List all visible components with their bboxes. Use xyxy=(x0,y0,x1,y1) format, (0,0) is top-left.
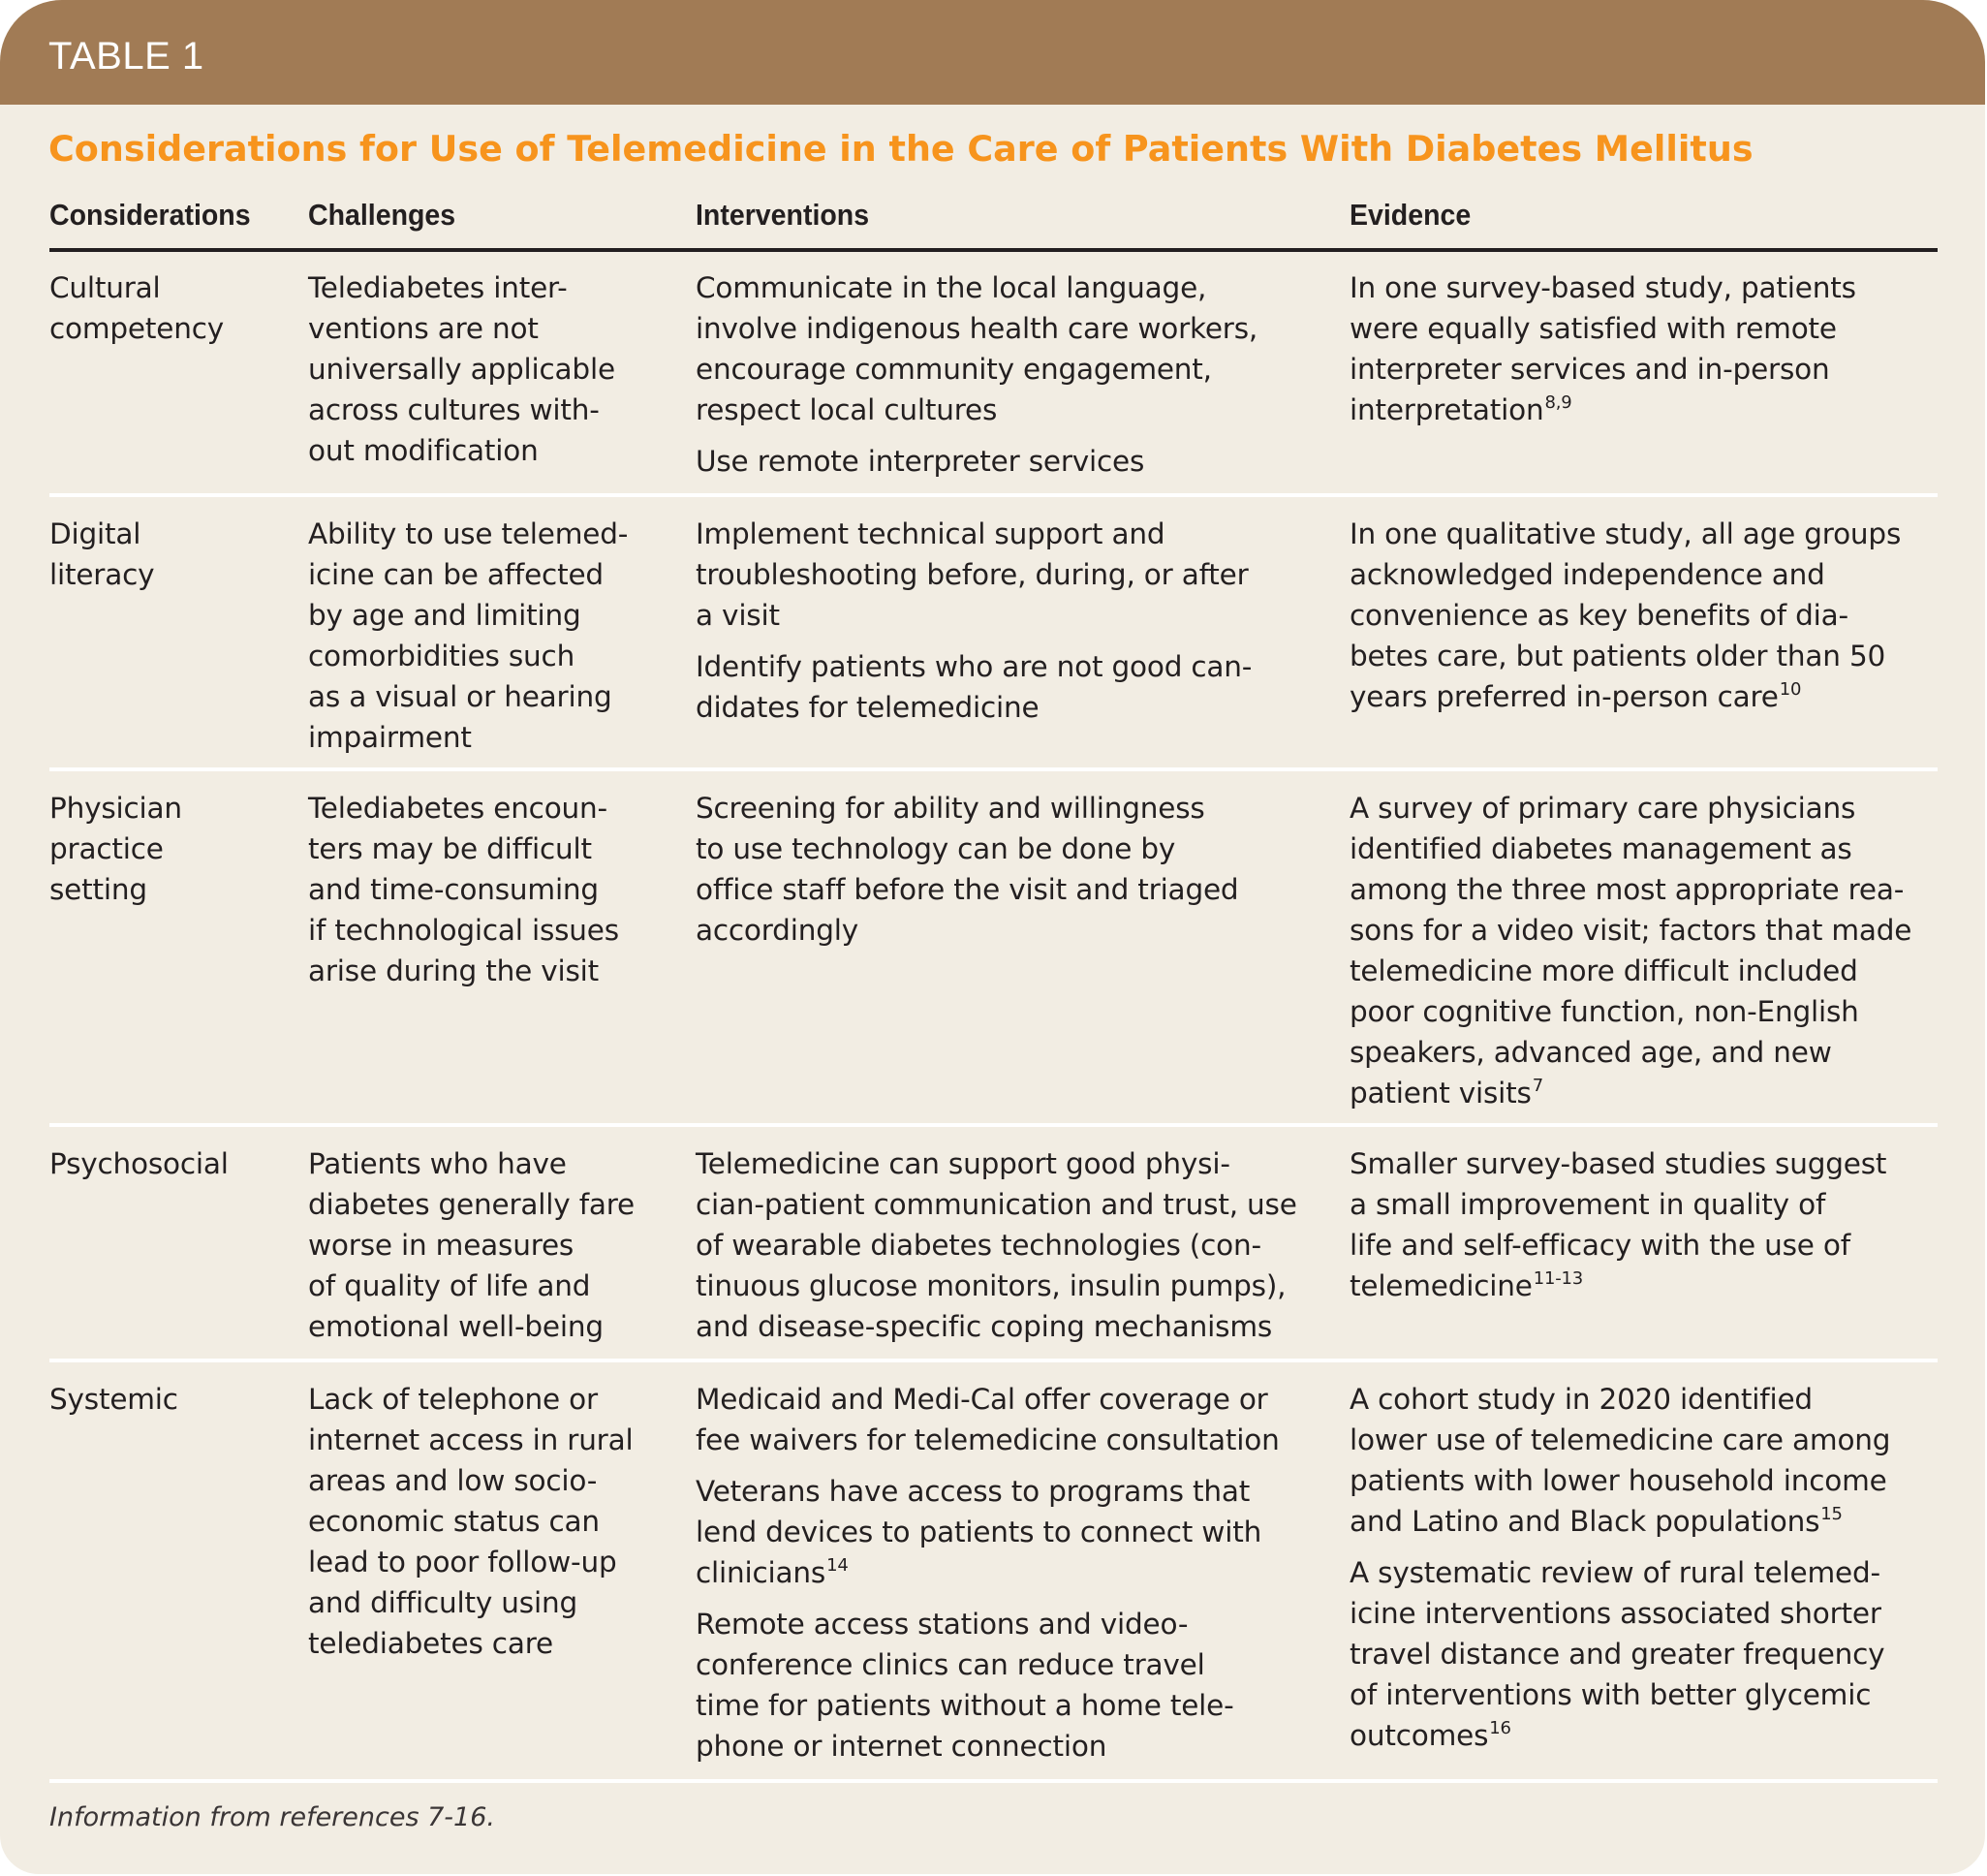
table-banner xyxy=(0,0,1985,105)
intervention-paragraph xyxy=(696,1143,1335,1347)
cell-evidence xyxy=(1350,788,1950,1113)
intervention-paragraph xyxy=(696,788,1335,951)
cell-consideration xyxy=(49,267,292,349)
challenges-text: Telediabetes inter- ventions are not universally applicable across cultures with- out modification xyxy=(308,271,615,467)
table-title: Considerations for Use of Telemedicine in the Care of Patients With Diabetes Mellitus xyxy=(48,128,1754,170)
column-header-evidence: Evidence xyxy=(1350,198,1472,232)
cell-interventions xyxy=(696,788,1335,951)
cell-evidence xyxy=(1350,1143,1950,1306)
paragraph-text: Medicaid and Medi-Cal offer coverage or fee waivers for telemedicine consultation xyxy=(696,1383,1280,1456)
cell-interventions xyxy=(696,1143,1335,1347)
cell-interventions xyxy=(696,267,1335,482)
paragraph-text: Screening for ability and willingness to use technology can be done by office staff before the visit and triaged accordingly xyxy=(696,792,1239,947)
reference-superscript: 16 xyxy=(1489,1718,1511,1738)
reference-superscript: 11-13 xyxy=(1533,1268,1584,1289)
row-divider xyxy=(49,1123,1938,1127)
cell-consideration xyxy=(49,1143,292,1184)
cell-challenges xyxy=(308,788,676,991)
cell-interventions xyxy=(696,514,1335,728)
intervention-paragraph xyxy=(696,1471,1335,1593)
paragraph-text: A survey of primary care physicians identified diabetes management as among the three most appropriate rea- sons for a video visit; factors that made telemedicine more difficult included poor cognitive function, non-English speakers, advanced age, and new patient visits xyxy=(1350,792,1912,1110)
evidence-paragraph xyxy=(1350,1143,1950,1306)
challenges-text: Ability to use telemed- icine can be affected by age and limiting comorbidities such as a visual or hearing impairment xyxy=(308,517,629,754)
consideration-text: Physician practice setting xyxy=(49,792,182,906)
reference-superscript: 7 xyxy=(1532,1076,1543,1096)
paragraph-text: In one qualitative study, all age groups acknowledged independence and convenience as key benefits of dia- betes care, but patients older than 50 years preferred in-person care xyxy=(1350,517,1902,713)
reference-superscript: 10 xyxy=(1779,679,1802,700)
row-divider xyxy=(49,1359,1938,1362)
source-footnote: Information from references 7-16. xyxy=(49,1802,495,1832)
paragraph-text: Communicate in the local language, involve indigenous health care workers, encourage community engagement, respect local cultures xyxy=(696,271,1258,426)
paragraph-text: A systematic review of rural telemed- icine interventions associated shorter travel distance and greater frequency of interventions with better glycemic outcomes xyxy=(1350,1556,1885,1752)
intervention-paragraph xyxy=(696,1604,1335,1767)
paragraph-text: In one survey-based study, patients were equally satisfied with remote interpreter services and in-person interpretation xyxy=(1350,271,1856,426)
consideration-text: Digital literacy xyxy=(49,517,155,591)
intervention-paragraph xyxy=(696,441,1335,482)
cell-challenges xyxy=(308,514,676,758)
cell-consideration xyxy=(49,1379,292,1420)
intervention-paragraph xyxy=(696,1379,1335,1460)
cell-challenges xyxy=(308,1379,676,1664)
row-divider xyxy=(49,1779,1938,1783)
consideration-text: Cultural competency xyxy=(49,271,224,345)
paragraph-text: Veterans have access to programs that lend devices to patients to connect with clinicians xyxy=(696,1475,1262,1589)
cell-evidence xyxy=(1350,514,1950,717)
paragraph-text: Smaller survey-based studies suggest a small improvement in quality of life and self-efficacy with the use of telemedicine xyxy=(1350,1147,1887,1302)
cell-challenges xyxy=(308,1143,676,1347)
challenges-text: Patients who have diabetes generally fare worse in measures of quality of life and emotional well-being xyxy=(308,1147,635,1343)
paragraph-text: Implement technical support and troubleshooting before, during, or after a visit xyxy=(696,517,1249,632)
consideration-text: Psychosocial xyxy=(49,1147,229,1180)
paragraph-text: A cohort study in 2020 identified lower use of telemedicine care among patients with lower household income and Latino and Black populations xyxy=(1350,1383,1891,1538)
cell-interventions xyxy=(696,1379,1335,1767)
paragraph-text: Use remote interpreter services xyxy=(696,445,1145,478)
column-header-challenges: Challenges xyxy=(308,198,456,232)
cell-consideration xyxy=(49,514,292,595)
consideration-text: Systemic xyxy=(49,1383,178,1416)
reference-superscript: 14 xyxy=(826,1555,849,1576)
intervention-paragraph xyxy=(696,514,1335,636)
challenges-text: Lack of telephone or internet access in rural areas and low socio- economic status can lead to poor follow-up and difficulty using telediabetes care xyxy=(308,1383,634,1660)
evidence-paragraph xyxy=(1350,1379,1950,1542)
intervention-paragraph xyxy=(696,267,1335,430)
evidence-paragraph xyxy=(1350,1552,1950,1756)
cell-evidence xyxy=(1350,267,1950,430)
paragraph-text: Remote access stations and video- conference clinics can reduce travel time for patients without a home tele- phone or internet connection xyxy=(696,1608,1234,1763)
header-rule xyxy=(49,248,1938,252)
reference-superscript: 15 xyxy=(1820,1504,1843,1524)
challenges-text: Telediabetes encoun- ters may be difficult and time-consuming if technological issues arise during the visit xyxy=(308,792,619,987)
row-divider xyxy=(49,493,1938,497)
paragraph-text: Identify patients who are not good can- didates for telemedicine xyxy=(696,650,1253,724)
cell-evidence xyxy=(1350,1379,1950,1756)
table-number-label: TABLE 1 xyxy=(48,35,204,78)
evidence-paragraph xyxy=(1350,514,1950,717)
intervention-paragraph xyxy=(696,646,1335,728)
cell-consideration xyxy=(49,788,292,910)
evidence-paragraph xyxy=(1350,267,1950,430)
cell-challenges xyxy=(308,267,676,471)
row-divider xyxy=(49,767,1938,771)
column-header-considerations: Considerations xyxy=(49,198,251,232)
column-header-interventions: Interventions xyxy=(696,198,870,232)
reference-superscript: 8,9 xyxy=(1544,392,1572,413)
paragraph-text: Telemedicine can support good physi- cian-patient communication and trust, use of wearable diabetes technologies (con- tinuous glucose monitors, insulin pumps), and disease-specific coping mechanisms xyxy=(696,1147,1297,1343)
evidence-paragraph xyxy=(1350,788,1950,1113)
